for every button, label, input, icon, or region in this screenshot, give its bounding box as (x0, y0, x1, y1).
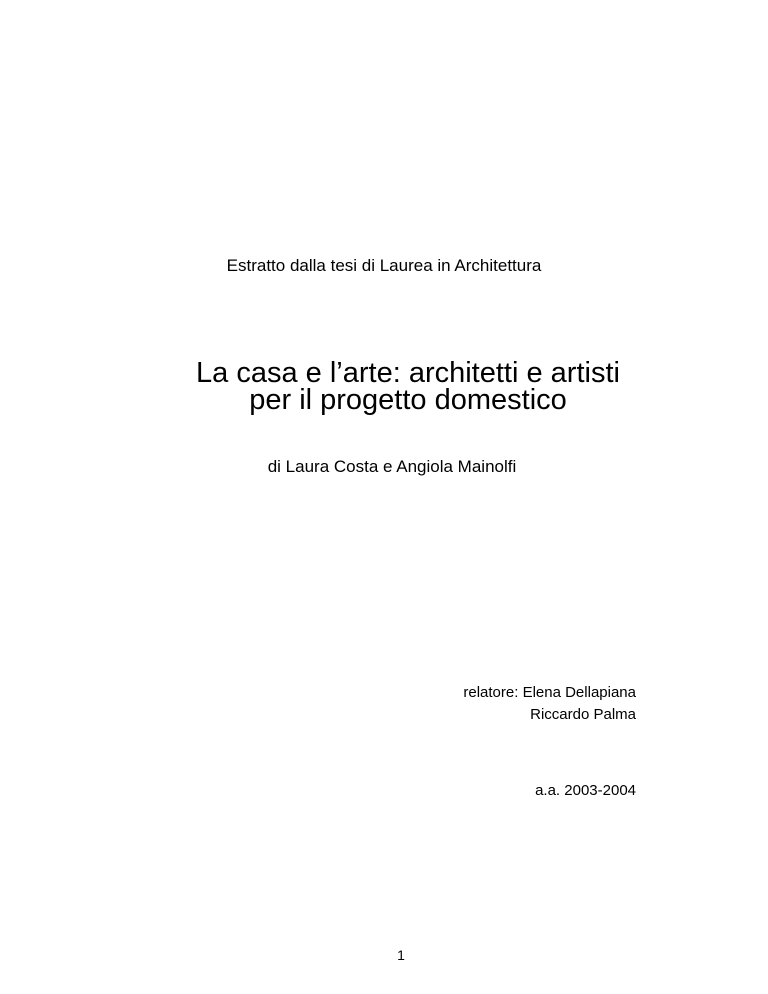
page-number: 1 (397, 947, 405, 963)
title-line-2: per il progetto domestico (249, 384, 567, 416)
academic-year: a.a. 2003-2004 (535, 782, 636, 799)
authors: di Laura Costa e Angiola Mainolfi (267, 457, 517, 476)
thesis-intro: Estratto dalla tesi di Laurea in Architettura (226, 256, 542, 275)
title-line-1: La casa e l’arte: architetti e artisti (196, 357, 620, 389)
document-title (24, 357, 768, 416)
relatore-line-1: relatore: Elena Dellapiana (463, 684, 636, 701)
relatore-line-2: Riccardo Palma (530, 706, 636, 723)
